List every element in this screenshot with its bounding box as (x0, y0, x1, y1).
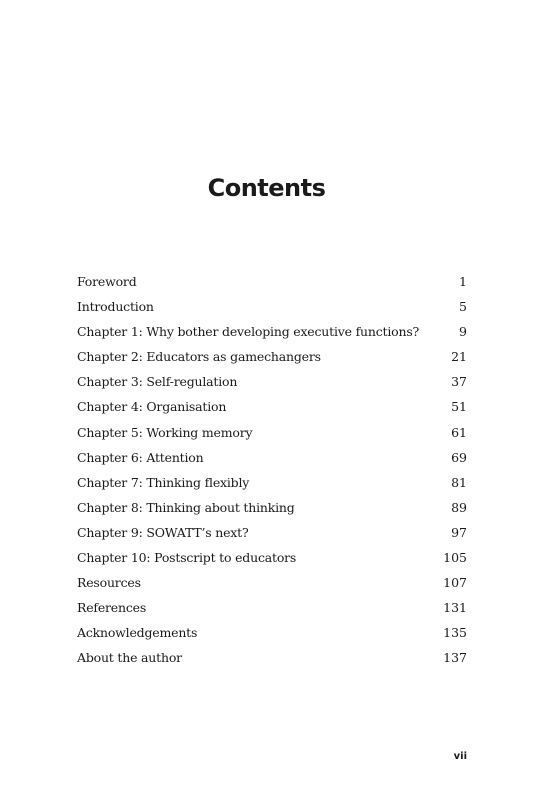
toc-entry-title: Chapter 8: Thinking about thinking (77, 499, 295, 515)
table-of-contents (77, 274, 467, 676)
toc-entry-title: About the author (77, 650, 182, 666)
page-title: Contents (207, 174, 326, 202)
toc-entry-page: 61 (451, 424, 467, 440)
toc-entry-title: Chapter 4: Organisation (77, 399, 227, 415)
toc-entry[interactable] (77, 650, 467, 675)
toc-entry[interactable] (77, 625, 467, 650)
toc-entry-page: 135 (443, 625, 467, 641)
toc-entry-title: Chapter 6: Attention (77, 449, 204, 465)
toc-entry[interactable] (77, 274, 467, 299)
toc-entry-page: 89 (451, 499, 467, 515)
toc-entry[interactable] (77, 575, 467, 600)
toc-entry-title: Introduction (77, 299, 154, 315)
toc-entry[interactable] (77, 425, 467, 450)
toc-entry-title: Foreword (77, 274, 137, 289)
toc-entry-page: 131 (443, 600, 467, 616)
toc-entry-title: Chapter 2: Educators as gamechangers (77, 349, 321, 365)
toc-entry-title: Chapter 10: Postscript to educators (77, 550, 297, 566)
toc-entry-page: 37 (451, 374, 467, 390)
toc-entry-page: 5 (459, 299, 467, 315)
toc-entry-title: Chapter 5: Working memory (77, 424, 253, 440)
toc-entry-title: References (77, 600, 147, 616)
toc-entry-page: 97 (451, 524, 467, 540)
toc-entry[interactable] (77, 399, 467, 424)
page-number: vii (453, 751, 467, 762)
toc-entry-page: 81 (451, 474, 467, 490)
toc-entry-title: Acknowledgements (77, 625, 198, 641)
toc-entry-page: 105 (443, 550, 467, 566)
toc-entry-page: 51 (451, 399, 467, 415)
toc-entry-title: Resources (77, 575, 141, 591)
toc-entry[interactable] (77, 324, 467, 349)
toc-entry[interactable] (77, 550, 467, 575)
toc-entry[interactable] (77, 374, 467, 399)
toc-entry[interactable] (77, 475, 467, 500)
toc-entry[interactable] (77, 600, 467, 625)
toc-entry-page: 21 (451, 349, 467, 365)
toc-entry-title: Chapter 9: SOWATT’s next? (77, 524, 249, 540)
toc-entry-page: 69 (451, 449, 467, 465)
toc-entry[interactable] (77, 349, 467, 374)
toc-entry[interactable] (77, 299, 467, 324)
toc-entry-title: Chapter 1: Why bother developing executive functions? (77, 324, 420, 340)
toc-entry-title: Chapter 7: Thinking flexibly (77, 474, 250, 490)
toc-entry-page: 107 (443, 575, 467, 591)
toc-entry[interactable] (77, 450, 467, 475)
toc-entry-title: Chapter 3: Self-regulation (77, 374, 238, 390)
toc-entry[interactable] (77, 500, 467, 525)
toc-entry[interactable] (77, 525, 467, 550)
toc-entry-page: 137 (443, 650, 467, 666)
toc-entry-page: 1 (459, 274, 467, 289)
toc-entry-page: 9 (459, 324, 467, 340)
